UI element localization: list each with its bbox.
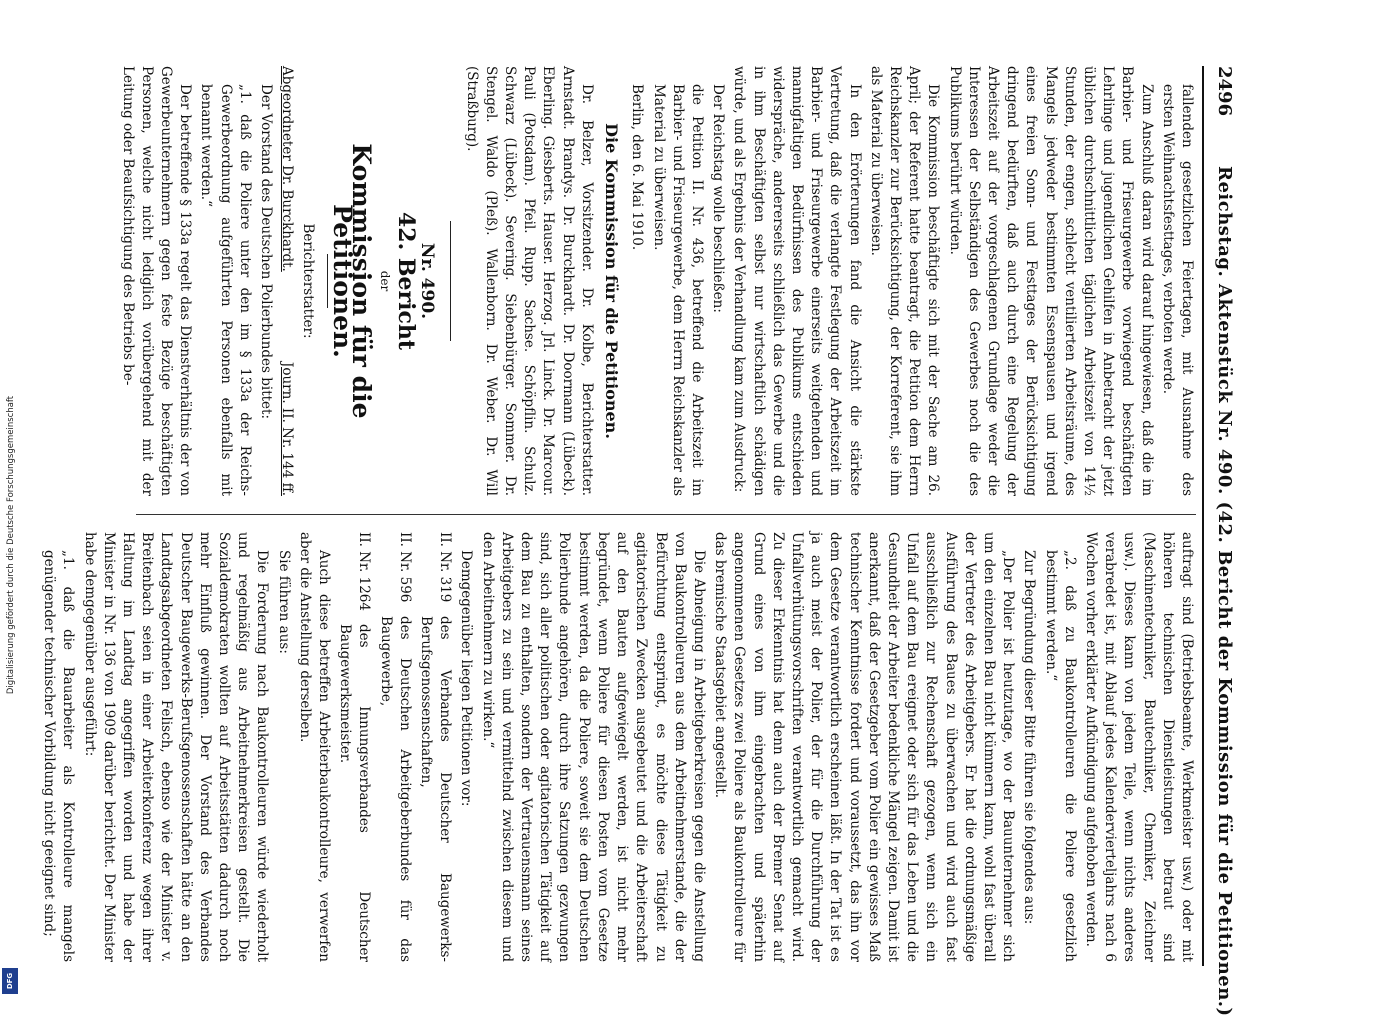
rapporteur-name: Abgeordneter Dr. Burckhardt. <box>279 66 296 272</box>
list-item-number: II. Nr. 596 <box>396 532 413 603</box>
paragraph: Sie führen aus: <box>275 550 292 654</box>
report-der: der <box>378 270 393 292</box>
rapporteur-label: Berichterstatter: <box>300 223 317 339</box>
paragraph: „Der Polier ist heutzutage, wo der Bauunternehmer sich um den einzelnen Bau nicht kümmern kann, wohl fast überall der Vertreter des Arbeitgebers. Er hat die ordnungsmäßige Ausführung des Baues zu überwachen und wird auch fast ausschließlich zur Rechenschaft gezogen, wenn sich ein Unfall auf dem Bau ereignet oder sich für das Leben und die Gesundheit der Arbeiter bedenkliche Mängel zeigen. Damit ist anerkannt, daß der Gesetzgeber vom Polier ein gewisses Maß technischer Kenntnisse fordert und voraussetzt, das ihn vor dem Gesetze verantwortlich erscheinen läßt. In der Tat ist es ja auch meist der Polier, der für die Durchführung der Unfallverhütungsvorschriften verantwortlich gemacht wird. Zu dieser Erkenntnis hat denn auch der Bremer Senat auf Grund eines von ihm eingebrachten und späterhin angenommenen Gesetzes zwei Poliere als Baukontrolleure für das bremische Staatsgebiet angestellt. <box>712 532 1017 962</box>
paragraph: Der Reichstag wolle beschließen: <box>710 84 727 313</box>
minister-quote: „1. daß die Bauarbeiter als Kontrolleure mangels genügender technischer Vorbildung nicht geeignet sind; <box>41 550 77 962</box>
dfg-logo-text: DFG <box>6 972 14 990</box>
list-item-text: des Innungsverbandes Deutscher Baugewerksmeister. <box>337 624 373 962</box>
column-divider <box>136 514 1196 515</box>
date-line: Berlin, den 6. Mai 1910. <box>629 84 646 251</box>
list-item-text: des Verbandes Deutscher Baugewerks-Berufsgenossenschaften, <box>418 616 454 962</box>
paragraph: Die Kommission beschäftigte sich mit der Sache am 26. April; der Referent hatte beantragt, die Petition dem Herrn Reichskanzler zur Berücksichtigung, der Korreferent, sie ihm als Material zu überweisen. <box>867 66 942 496</box>
paragraph: auftragt sind (Betriebsbeamte, Werkmeister usw.) oder mit höheren technischen Dienstleistungen betraut sind (Maschinentechniker, Bautechniker, Chemiker, Zeichner usw.). Dieses kann von jedem Teile, wenn nichts anderes verabredet ist, mit Ablauf jedes Kalendervierteljahrs nach 6 Wochen vorher erklärter Aufkündigung aufgehoben werden. <box>1082 532 1195 962</box>
left-column <box>119 66 1196 496</box>
list-item <box>375 532 413 962</box>
paragraph: Zur Begründung dieser Bitte führen sie folgendes aus: <box>1021 550 1038 925</box>
digitization-credit <box>0 0 22 1000</box>
petition-quote: „1. daß die Poliere unter den im § 133a der Reichs-Gewerbeordnung aufgeführten Personen ebenfalls mit benannt werden.“ <box>198 84 253 496</box>
petition-list <box>335 532 454 962</box>
paragraph: Der betreffende § 133a regelt das Dienstverhältnis der von Gewerbeunternehmern gegen feste Bezüge beschäftigten Personen, welche nicht lediglich vorübergehend mit der Leitung oder Beaufsichtigung des Betriebs be- <box>119 66 194 496</box>
paragraph: Auch diese betreffen Arbeiterbaukontrolleure, verwerfen aber die Anstellung derselben. <box>296 532 333 962</box>
paragraph: In den Erörterungen fand die Ansicht die stärkste Vertretung, daß die verlangte Festlegung der Arbeitszeit im Barbier- und Friseurgewerbe einerseits weitgehenden und mannigfaltigen Bedürfnissen des Publikums entschieden widerspräche, andererseits schließlich das Gewerbe und die in ihm Beschäftigten selbst nur wirtschaftlich schädigen würde, und als Ergebnis der Verhandlung kam zum Ausdruck: <box>731 66 863 496</box>
running-title: Reichstag. Aktenstück Nr. 490. (42. Bericht der Kommission für die Petitionen.) <box>1214 166 1235 1017</box>
running-header <box>1202 66 1240 1017</box>
journal-reference: Journ. II. Nr. 144 ff. <box>279 361 296 496</box>
page-content <box>41 66 1240 1017</box>
commission-heading: Kommission für die Petitionen. <box>327 143 376 419</box>
petition-quote: „2. daß zu Baukontrolleuren die Poliere gesetzlich bestimmt werden.“ <box>1042 550 1078 962</box>
paragraph: Zum Anschluß daran wird darauf hingewiesen, daß die im Barbier- und Friseurgewerbe vorwiegend beschäftigten Lehrlinge und jugendlichen Gehilfen in Anbetracht der jetzt üblichen durchschnittlichen täglichen Arbeitszeit von 14½ Stunden, der engen, schlecht ventilierten Arbeitsräume, des Mangels jedweder bestimmten Essenspausen und irgend eines freien Sonn- und Festtages der Berücksichtigung dringend bedürften, daß auch durch eine Regelung der Arbeitszeit auf der vorgeschlagenen Grundlage weder die Interessen der Selbständigen des Gewerbes noch die des Publikums berührt würden. <box>946 66 1155 496</box>
commission-signature-title: Die Kommission für die Petitionen. <box>602 123 622 439</box>
paragraph: Die Forderung nach Baukontrolleuren würde wiederholt und regelmäßig aus Arbeitnehmerkreisen gestellt. Die Sozialdemokraten wollten auf Arbeitsstätten dadurch noch mehr Einfluß gewinnen. Der Vorstand des Verbandes Deutscher Baugewerks-Berufsgenossenschaften hätte an den Landtagsabgeordneten Felisch, ebenso wie der Minister v. Breitenbach seien in einer Arbeiterkonferenz wegen ihrer Haltung im Landtag angegriffen worden und habe der Minister in Nr. 136 von 1909 darüber berichtet. Der Minister habe demgegenüber ausgeführt: <box>81 532 271 962</box>
member-list: Dr. Belzer, Vorsitzender. Dr. Kolbe, Berichterstatter. Arnstadt. Brandys. Dr. Burckhardt. Dr. Doormann (Lübeck). Eberling. Giesberts. Hauser. Herzog. Jrl. Linck. Dr. Marcour. Pauli (Potsdam). Pfeil. Rupp. Sachse. Schöpflin. Schulz. Schwarz (Lübeck). Severing. Siebenbürger. Sommer. Dr. Stengel. Waldo (Pleß). Wallenborn. Dr. Weber. Dr. Will (Straßburg). <box>463 66 595 496</box>
paragraph: Demgegenüber liegen Petitionen vor: <box>458 550 475 807</box>
list-item-number: II. Nr. 1264 <box>356 532 373 611</box>
document-number: Nr. 490. <box>417 242 438 320</box>
report-title: 42. Bericht <box>393 211 420 351</box>
list-item <box>335 532 373 962</box>
paragraph: Die Abneigung in Arbeitgeberkreisen gegen die Anstellung von Baukontrolleuren aus dem Arbeitnehmerstande, die der Befürchtung entspringt, es möchte diese Tätigkeit zu agitatorischen Zwecken ausgebeutet und die Arbeiterschaft auf den Bauten aufgewiegelt werden, ist nicht mehr begründet, wenn Poliere für diesen Posten vom Gesetze bestimmt werden, da die Poliere, soweit sie dem Deutschen Polierbunde angehören, durch ihre Satzungen gezwungen sind, sich aller politischen oder agitatorischen Tätigkeit auf dem Bau zu enthalten, sondern der Vertrauensmann seines Arbeitgebers zu sein und vermittelnd zwischen diesem und den Arbeitnehmern zu wirken.“ <box>479 532 707 962</box>
list-item <box>416 532 454 962</box>
list-item-text: des Deutschen Arbeitgeberbundes für das Baugewerbe, <box>377 616 413 962</box>
divider <box>450 221 451 341</box>
page-number: 2496 <box>1214 66 1235 117</box>
dfg-logo <box>2 968 18 994</box>
paragraph: Der Vorstand des Deutschen Polierbundes bittet: <box>258 84 275 420</box>
rapporteur-row <box>277 66 296 496</box>
paragraph: fallenden gesetzlichen Feiertagen, mit Ausnahme des ersten Weihnachtsfesttages, verboten werde. <box>1159 84 1195 496</box>
scanned-page <box>41 66 1360 1017</box>
credit-text: Digitalisierung gefördert durch die Deutsche Forschungsgemeinschaft <box>6 395 16 695</box>
list-item-number: II. Nr. 319 <box>437 532 454 603</box>
resolution: die Petition II. Nr. 436, betreffend die Arbeitszeit im Barbier- und Friseurgewerbe, dem Herrn Reichskanzler als Material zu überweisen. <box>650 84 705 496</box>
right-column <box>41 532 1196 962</box>
